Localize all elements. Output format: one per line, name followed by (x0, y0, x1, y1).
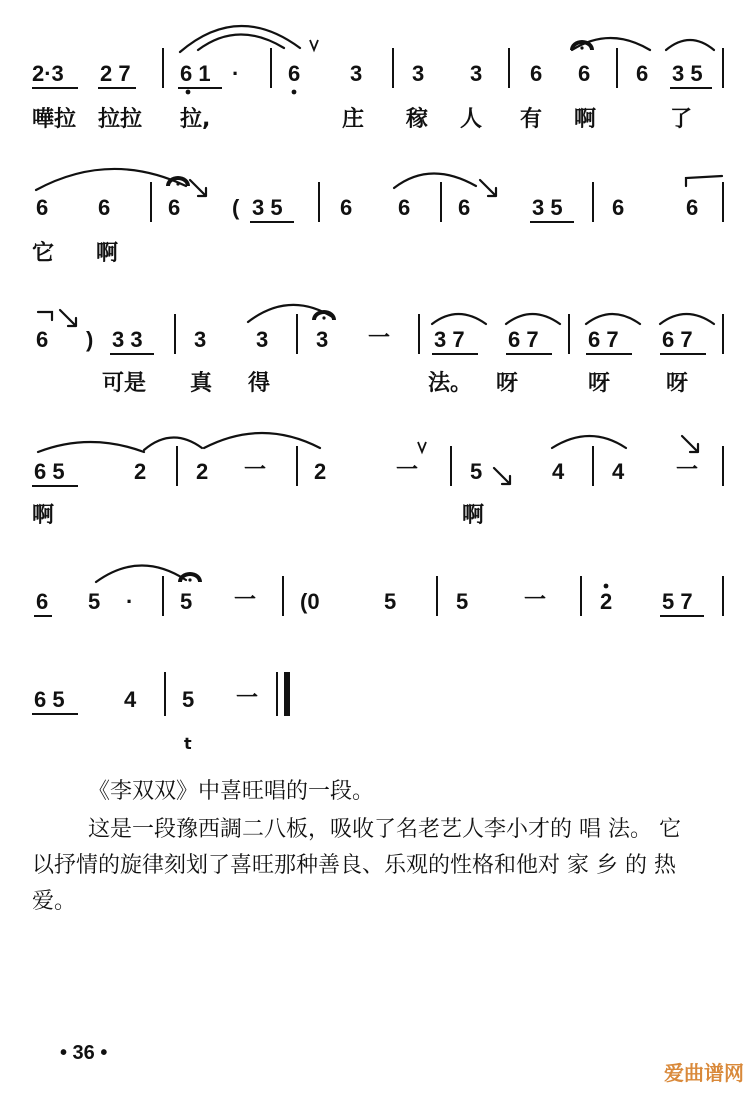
lyric: 拉拉 (98, 107, 143, 132)
note: 6 (458, 195, 471, 220)
note: 2 7 (100, 61, 131, 86)
accent-arrow (480, 180, 496, 196)
paragraph-line-3: 爱。 (32, 889, 77, 914)
note: 3 3 (112, 327, 143, 352)
note: 2 (314, 459, 327, 484)
page-number: • 36 • (60, 1042, 108, 1064)
note: 6 (686, 195, 699, 220)
note: 2 (196, 459, 209, 484)
slur (96, 565, 186, 582)
note: 6 (36, 327, 49, 352)
note: 5 (456, 589, 469, 614)
lyric: 呀 (496, 371, 519, 396)
slur (506, 314, 560, 324)
caption: 《李双双》中喜旺唱的一段。 (88, 779, 375, 804)
lyric: 啊 (32, 503, 55, 528)
tie-bracket (686, 176, 722, 186)
note: 6 (530, 61, 543, 86)
tie-bracket (38, 312, 52, 320)
note: 5 7 (662, 589, 693, 614)
note: 3 5 (532, 195, 563, 220)
lyric: 法。 (428, 371, 473, 396)
note: ) (86, 327, 94, 352)
lyric: 庄 (342, 107, 365, 132)
note: (0 (300, 589, 320, 614)
lyric: 得 (248, 371, 271, 396)
note: 6 (636, 61, 649, 86)
note: 一 (676, 457, 699, 482)
accent-arrow (682, 436, 698, 452)
note: 6 5 (34, 459, 65, 484)
breath-mark: t (184, 734, 192, 753)
slur (36, 169, 186, 190)
watermark: 爱曲谱网 (664, 1061, 744, 1085)
lyric: 了 (670, 107, 693, 132)
accent-arrow (494, 468, 510, 484)
slur (38, 442, 144, 452)
slur (586, 314, 640, 324)
note: 3 7 (434, 327, 465, 352)
note: 6 (398, 195, 411, 220)
note: 4 (552, 459, 565, 484)
note: 3 (194, 327, 207, 352)
note: 6 (288, 61, 301, 86)
note: 6 (168, 195, 181, 220)
note: 6 1 (180, 61, 211, 86)
lyric: 嘩拉 (32, 107, 77, 132)
lyric: 拉, (180, 107, 211, 132)
high-octave-dot (604, 584, 609, 589)
slur (198, 34, 284, 50)
lyric: 啊 (574, 107, 597, 132)
note: 4 (612, 459, 625, 484)
lyric: 啊 (96, 241, 119, 266)
breath-mark (418, 442, 426, 452)
note: 6 (340, 195, 353, 220)
note: 3 (350, 61, 363, 86)
low-octave-dot (186, 90, 191, 95)
note: 6 (612, 195, 625, 220)
note: 5 (182, 687, 195, 712)
paragraph-line-1: 这是一段豫西調二八板，吸收了名老艺人李小才的 唱 法。 它 (88, 817, 681, 842)
note: 2 (134, 459, 147, 484)
note: 6 (578, 61, 591, 86)
low-octave-dot (292, 90, 297, 95)
slur (204, 433, 320, 448)
note: 6 (98, 195, 111, 220)
note: 5 (180, 589, 193, 614)
note: 3 (256, 327, 269, 352)
note: 2·3 (32, 61, 64, 86)
note: 一 (396, 457, 419, 482)
lyric: 真 (190, 371, 213, 396)
lyric: 呀 (588, 371, 611, 396)
note: 一 (524, 587, 547, 612)
note: 6 7 (508, 327, 539, 352)
note: 5 (88, 589, 101, 614)
accent-arrow (190, 180, 206, 196)
lyric: 它 (32, 241, 55, 266)
note: 一 (244, 457, 267, 482)
slur (552, 436, 626, 448)
note: 3 5 (672, 61, 703, 86)
note: 6 5 (34, 687, 65, 712)
lyric: 呀 (666, 371, 689, 396)
note: · (232, 61, 240, 86)
lyric: 可是 (102, 371, 147, 396)
note: 4 (124, 687, 137, 712)
note: 2 (600, 589, 613, 614)
lyric: 稼 (406, 107, 429, 132)
note: 6 (36, 589, 49, 614)
slur (144, 437, 202, 450)
note: 一 (236, 685, 259, 710)
note: 5 (384, 589, 397, 614)
note: 3 (470, 61, 483, 86)
note: 3 (412, 61, 425, 86)
note: 6 7 (588, 327, 619, 352)
note: · (126, 589, 134, 614)
slur (394, 173, 476, 188)
accent-arrow (60, 310, 76, 326)
note: ( (232, 195, 240, 220)
note: 3 5 (252, 195, 283, 220)
note: 6 (36, 195, 49, 220)
slur (432, 314, 486, 324)
breath-mark (310, 40, 318, 50)
note: 6 7 (662, 327, 693, 352)
lyric: 人 (460, 107, 483, 132)
slur (666, 40, 714, 50)
note: 3 (316, 327, 329, 352)
lyric: 啊 (462, 503, 485, 528)
note: 5 (470, 459, 483, 484)
lyric: 有 (520, 107, 543, 132)
paragraph-line-2: 以抒情的旋律刻划了喜旺那种善良、乐观的性格和他对 家 乡 的 热 (32, 853, 676, 878)
note: 一 (234, 587, 257, 612)
note: 一 (368, 325, 391, 350)
slur (660, 314, 714, 324)
slur (180, 26, 300, 52)
